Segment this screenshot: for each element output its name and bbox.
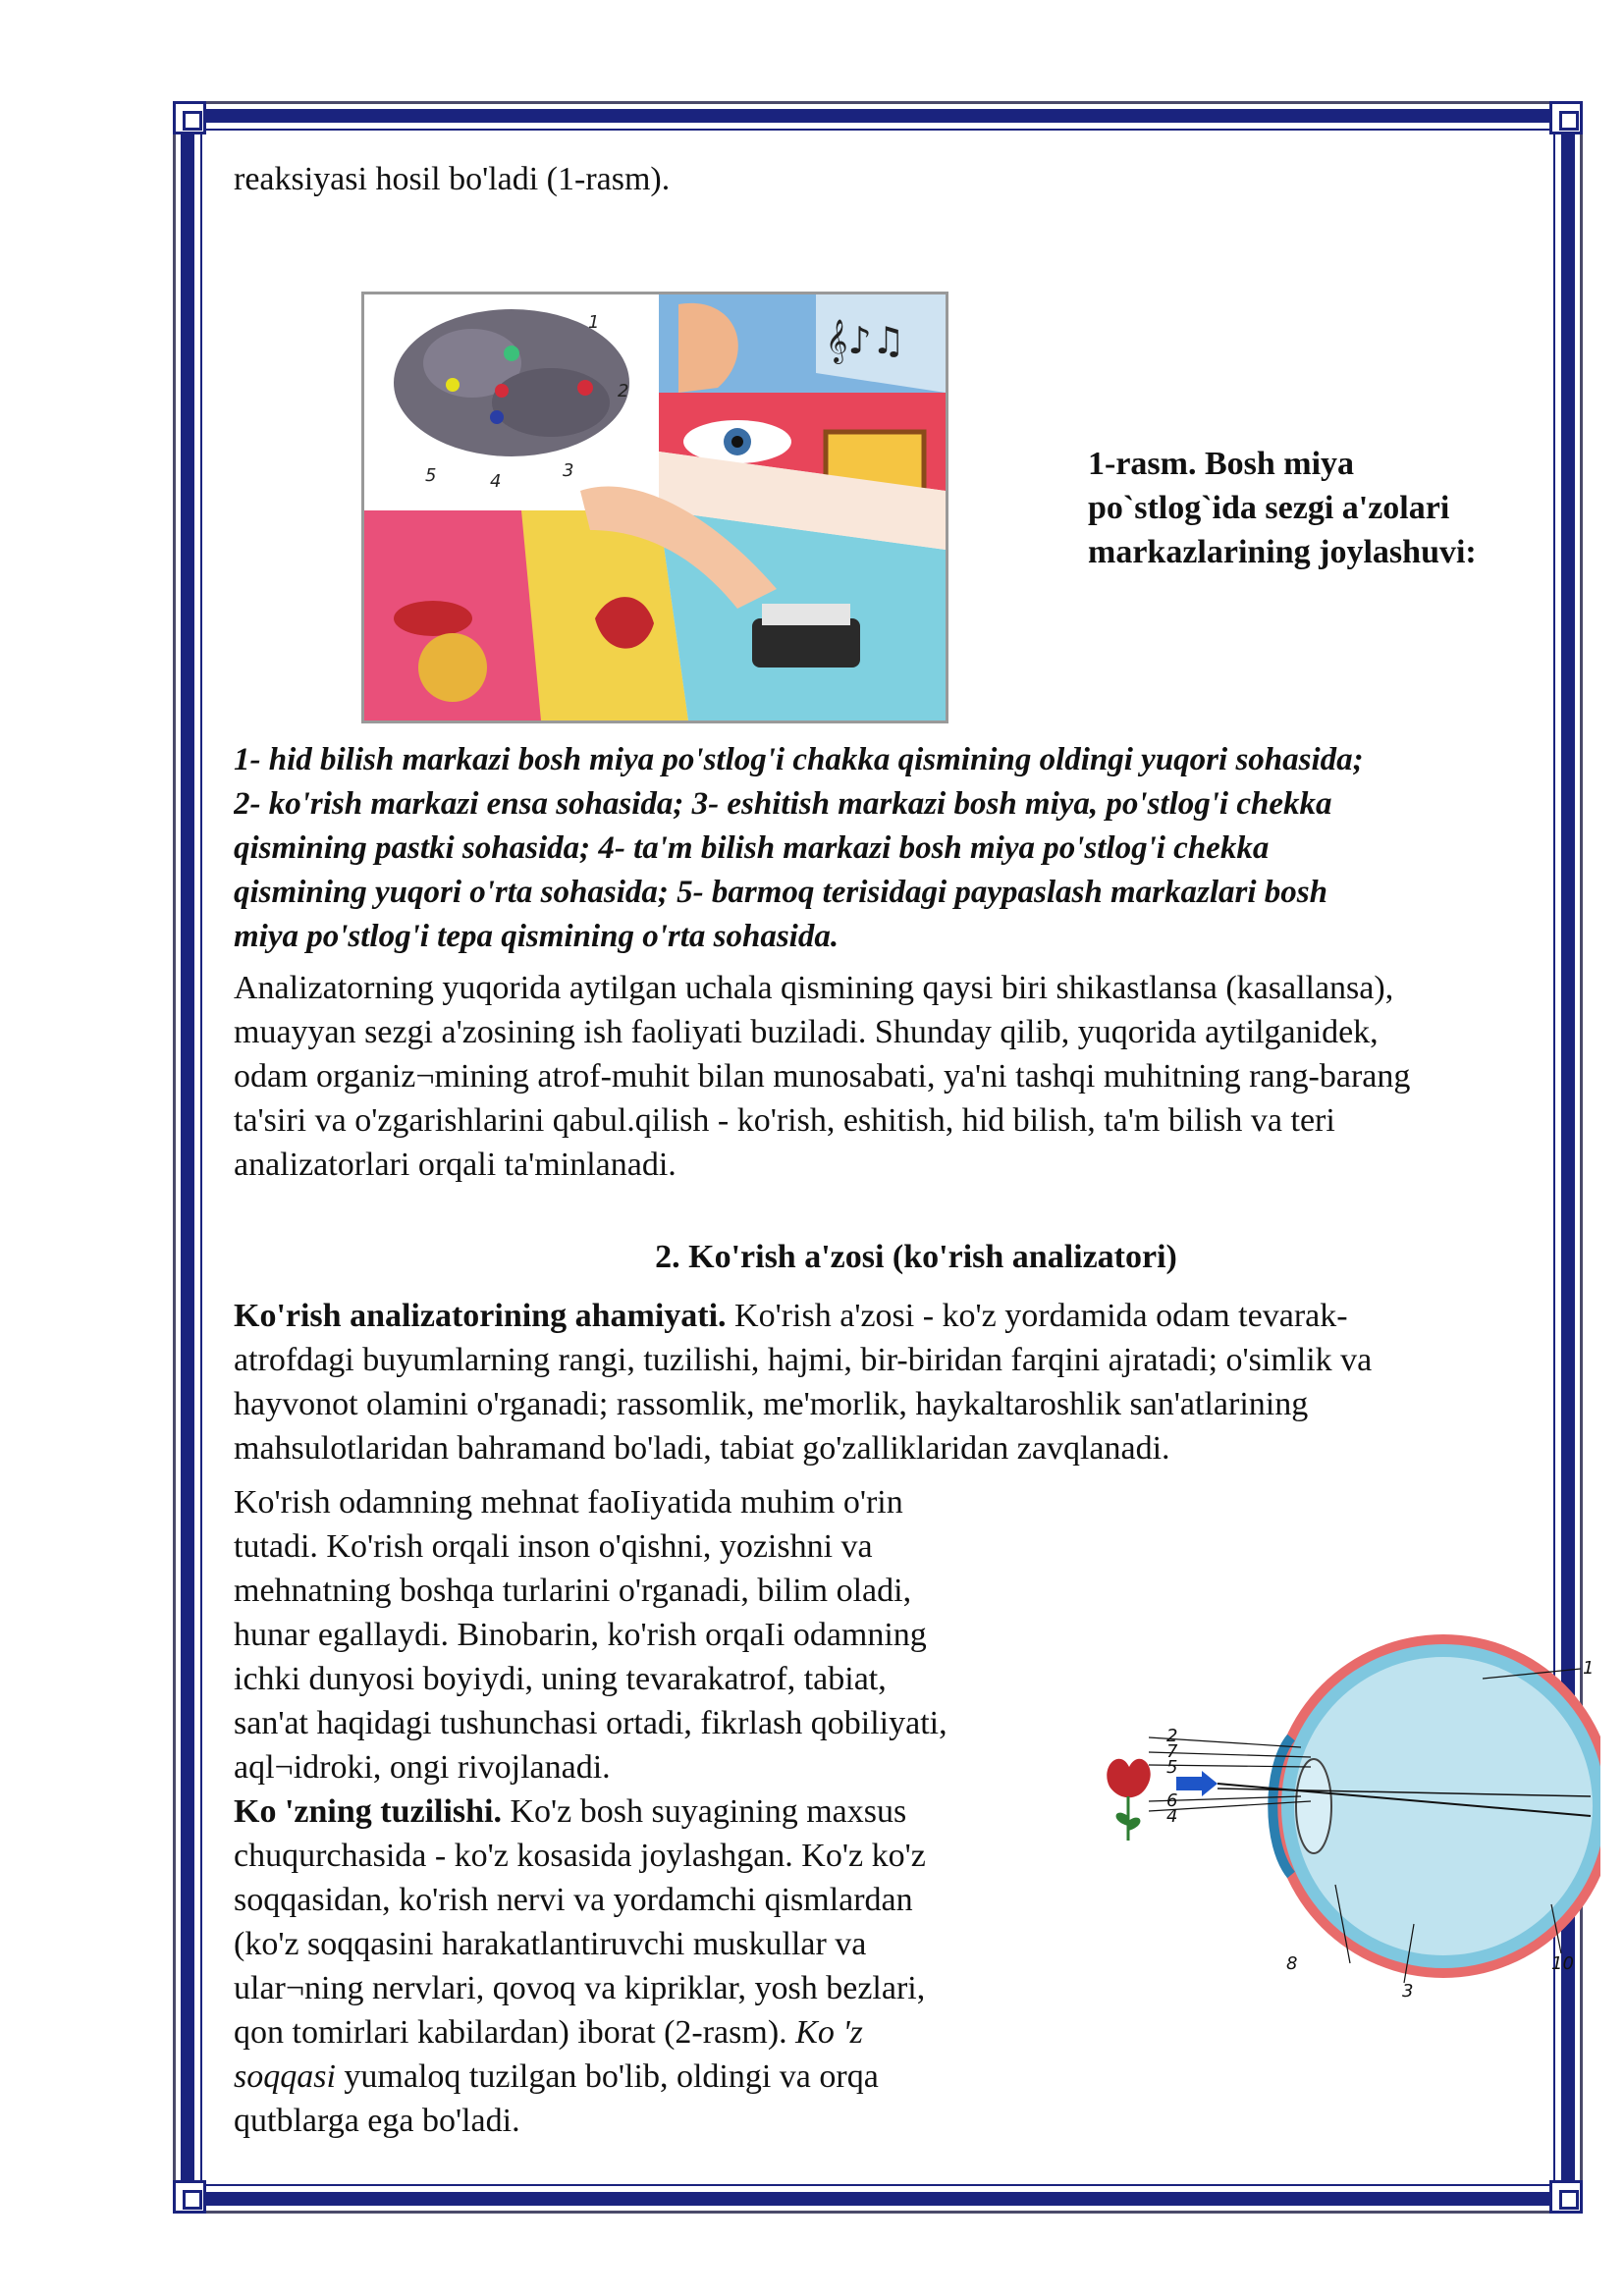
top-line: reaksiyasi hosil bo'ladi (1-rasm). bbox=[234, 161, 671, 197]
legend-line: 2- ko'rish markazi ensa sohasida; 3- eshitish markazi bosh miya, po'stlog'i chekka bbox=[234, 786, 1332, 822]
fig1-label: 3 bbox=[563, 460, 574, 481]
paragraph-line: Ko'rish analizatorining ahamiyati. Ko'rish a'zosi - ko'z yordamida odam tevarak- bbox=[234, 1298, 1348, 1334]
figure-1-caption bbox=[1088, 442, 1549, 574]
paragraph-line: (ko'z soqqasini harakatlantiruvchi muskullar va bbox=[234, 1926, 867, 1962]
italic-term: Ko 'z bbox=[786, 2014, 863, 2051]
border-corner-ornament bbox=[1549, 2180, 1583, 2214]
top-text bbox=[234, 157, 1536, 201]
paragraph-line: ichki dunyosi boyiydi, uning tevarakatrof, tabiat, bbox=[234, 1661, 887, 1697]
paragraph-line: ular¬ning nervlari, qovoq va kipriklar, yosh bezlari, bbox=[234, 1970, 926, 2006]
section-heading: 2. Ko'rish a'zosi (ko'rish analizatori) bbox=[655, 1239, 1177, 1275]
paragraph-line: tutadi. Ko'rish orqali inson o'qishni, yozishni va bbox=[234, 1528, 873, 1565]
fig1-label: 5 bbox=[425, 465, 437, 486]
paragraph-line: soqqasi yumaloq tuzilgan bo'lib, oldingi va orqa bbox=[234, 2058, 879, 2095]
paragraph-line: muayyan sezgi a'zosining ish faoliyati buziladi. Shunday qilib, yuqorida aytilganidek, bbox=[234, 1014, 1379, 1050]
paragraph-line: Ko'rish odamning mehnat faoIiyatida muhim o'rin bbox=[234, 1484, 903, 1521]
fig2-label: 7 bbox=[1166, 1741, 1178, 1762]
fig2-label: 3 bbox=[1402, 1981, 1414, 2002]
paragraph-line: qutblarga ega bo'ladi. bbox=[234, 2103, 520, 2139]
analyzer-paragraph bbox=[234, 966, 1598, 1187]
paragraph-line: san'at haqidagi tushunchasi ortadi, fikrlash qobiliyati, bbox=[234, 1705, 947, 1741]
fig2-label: 1 bbox=[1583, 1658, 1595, 1679]
fig2-label: 2 bbox=[1166, 1726, 1178, 1746]
italic-term: soqqasi bbox=[234, 2058, 336, 2095]
legend-line: miya po'stlog'i tepa qismining o'rta sohasida. bbox=[234, 919, 839, 954]
legend-line: qismining pastki sohasida; 4- ta'm bilish markazi bosh miya po'stlog'i chekka bbox=[234, 830, 1270, 866]
fig1-label: 2 bbox=[618, 381, 629, 401]
caption-line: po`stlog`ida sezgi a'zolari bbox=[1088, 490, 1450, 526]
paragraph-line: aql¬idroki, ongi rivojlanadi. bbox=[234, 1749, 611, 1786]
caption-line: 1-rasm. Bosh miya bbox=[1088, 446, 1355, 482]
paragraph-line: qon tomirlari kabilardan) iborat (2-rasm). Ko 'z bbox=[234, 2014, 863, 2051]
paragraph-line: odam organiz¬mining atrof-muhit bilan munosabati, ya'ni tashqi muhitning rang-barang bbox=[234, 1058, 1411, 1095]
figure-1-legend bbox=[234, 738, 1536, 959]
paragraph-line: hunar egallaydi. Binobarin, ko'rish orqaIi odamning bbox=[234, 1617, 927, 1653]
fig1-label: 1 bbox=[588, 312, 600, 333]
paragraph-line: analizatorlari orqali ta'minlanadi. bbox=[234, 1147, 677, 1183]
paragraph-line: mahsulotlaridan bahramand bo'ladi, tabiat go'zalliklaridan zavqlanadi. bbox=[234, 1430, 1170, 1467]
paragraph-line: Ko 'zning tuzilishi. Ko'z bosh suyagining maxsus bbox=[234, 1793, 907, 1830]
figure-2-eye-diagram bbox=[1090, 1620, 1600, 2012]
fig2-label: 6 bbox=[1166, 1790, 1178, 1811]
eye-cross-section bbox=[1090, 1620, 1600, 2012]
legend-line: qismining yuqori o'rta sohasida; 5- barmoq terisidagi paypaslash markazlari bosh bbox=[234, 875, 1327, 910]
vision-role-paragraph bbox=[234, 1480, 1078, 2143]
paragraph-line: Analizatorning yuqorida aytilgan uchala qismining qaysi biri shikastlansa (kasallansa), bbox=[234, 970, 1394, 1006]
fig2-label: 8 bbox=[1286, 1953, 1298, 1974]
paragraph-line: mehnatning boshqa turlarini o'rganadi, bilim oladi, bbox=[234, 1573, 912, 1609]
paragraph-line: atrofdagi buyumlarning rangi, tuzilishi, hajmi, bir-biridan farqini ajratadi; o'simlik va bbox=[234, 1342, 1373, 1378]
bold-lead: Ko'rish analizatorining ahamiyati. bbox=[234, 1298, 727, 1334]
paragraph-line: ta'siri va o'zgarishlarini qabul.qilish - ko'rish, eshitish, hid bilish, ta'm bilish va teri bbox=[234, 1102, 1335, 1139]
paragraph-line: hayvonot olamini o'rganadi; rassomlik, me'morlik, haykaltaroshlik san'atlarining bbox=[234, 1386, 1309, 1422]
paragraph-line: soqqasidan, ko'rish nervi va yordamchi qismlardan bbox=[234, 1882, 913, 1918]
figure-1-illustration bbox=[364, 294, 946, 721]
border-corner-ornament bbox=[173, 2180, 206, 2214]
vision-importance-paragraph bbox=[234, 1294, 1536, 1470]
svg-text:𝄞♪♫: 𝄞♪♫ bbox=[826, 319, 905, 362]
fig1-label: 4 bbox=[490, 471, 502, 492]
bold-lead: Ko 'zning tuzilishi. bbox=[234, 1793, 502, 1830]
fig2-label: 5 bbox=[1166, 1757, 1178, 1778]
caption-line: markazlarining joylashuvi: bbox=[1088, 534, 1477, 570]
border-corner-ornament bbox=[173, 101, 206, 134]
fig2-label: 4 bbox=[1166, 1806, 1178, 1827]
legend-line: 1- hid bilish markazi bosh miya po'stlog'i chakka qismining oldingi yuqori sohasida; bbox=[234, 742, 1364, 777]
paragraph-line: chuqurchasida - ko'z kosasida joylashgan. Ko'z ko'z bbox=[234, 1838, 926, 1874]
border-corner-ornament bbox=[1549, 101, 1583, 134]
figure-1-sense-centers bbox=[361, 292, 948, 723]
fig2-label: 10 bbox=[1551, 1953, 1574, 1974]
